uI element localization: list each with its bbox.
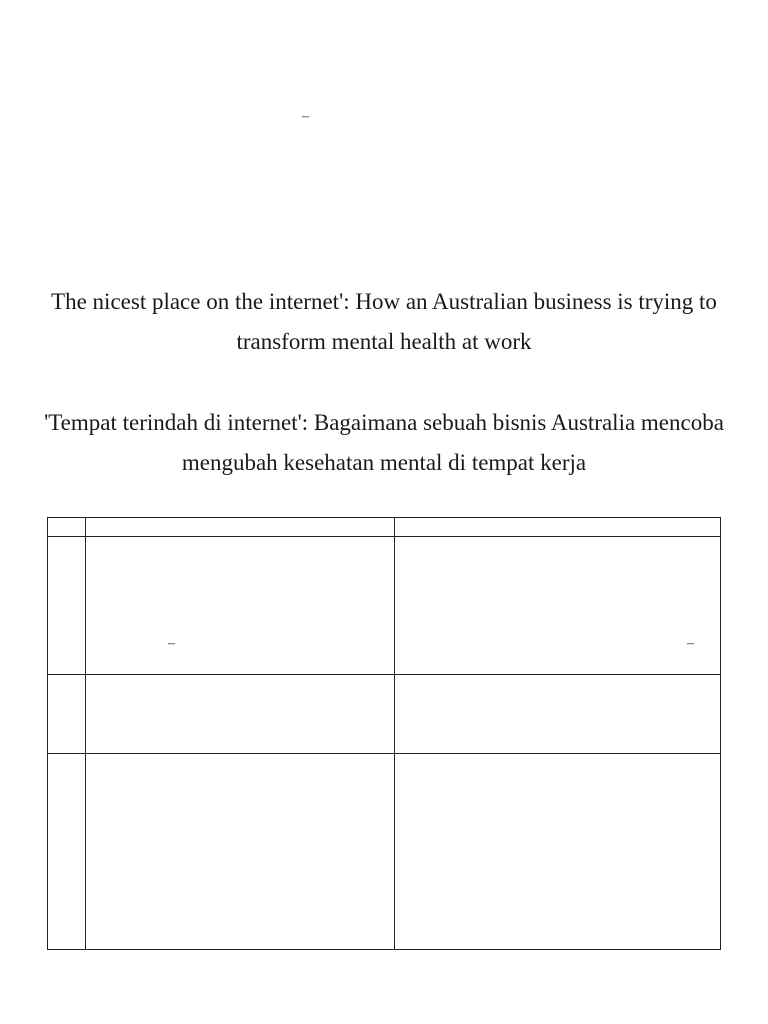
table-cell	[395, 753, 721, 949]
table-cell	[86, 753, 395, 949]
title-english: The nicest place on the internet': How an Australian business is trying to transform mental health at work	[51, 289, 717, 354]
table-row	[48, 675, 721, 754]
table-header-row	[48, 518, 721, 537]
table-row	[48, 537, 721, 675]
table-cell	[395, 675, 721, 754]
cell-dash-mark-right: –	[687, 636, 694, 652]
table-cell	[395, 518, 721, 537]
table-cell	[86, 518, 395, 537]
title-indonesian: 'Tempat terindah di internet': Bagaimana sebuah bisnis Australia mencoba mengubah kesehatan mental di tempat kerja	[44, 410, 724, 475]
table-cell	[86, 675, 395, 754]
table-cell	[395, 537, 721, 675]
table-cell	[48, 675, 86, 754]
table-cell	[48, 518, 86, 537]
top-dash-mark: –	[302, 109, 309, 124]
translation-table	[47, 517, 721, 950]
table-cell	[48, 537, 86, 675]
table-cell	[86, 537, 395, 675]
cell-dash-mark-left: –	[168, 636, 175, 652]
table-row	[48, 753, 721, 949]
table-cell	[48, 753, 86, 949]
